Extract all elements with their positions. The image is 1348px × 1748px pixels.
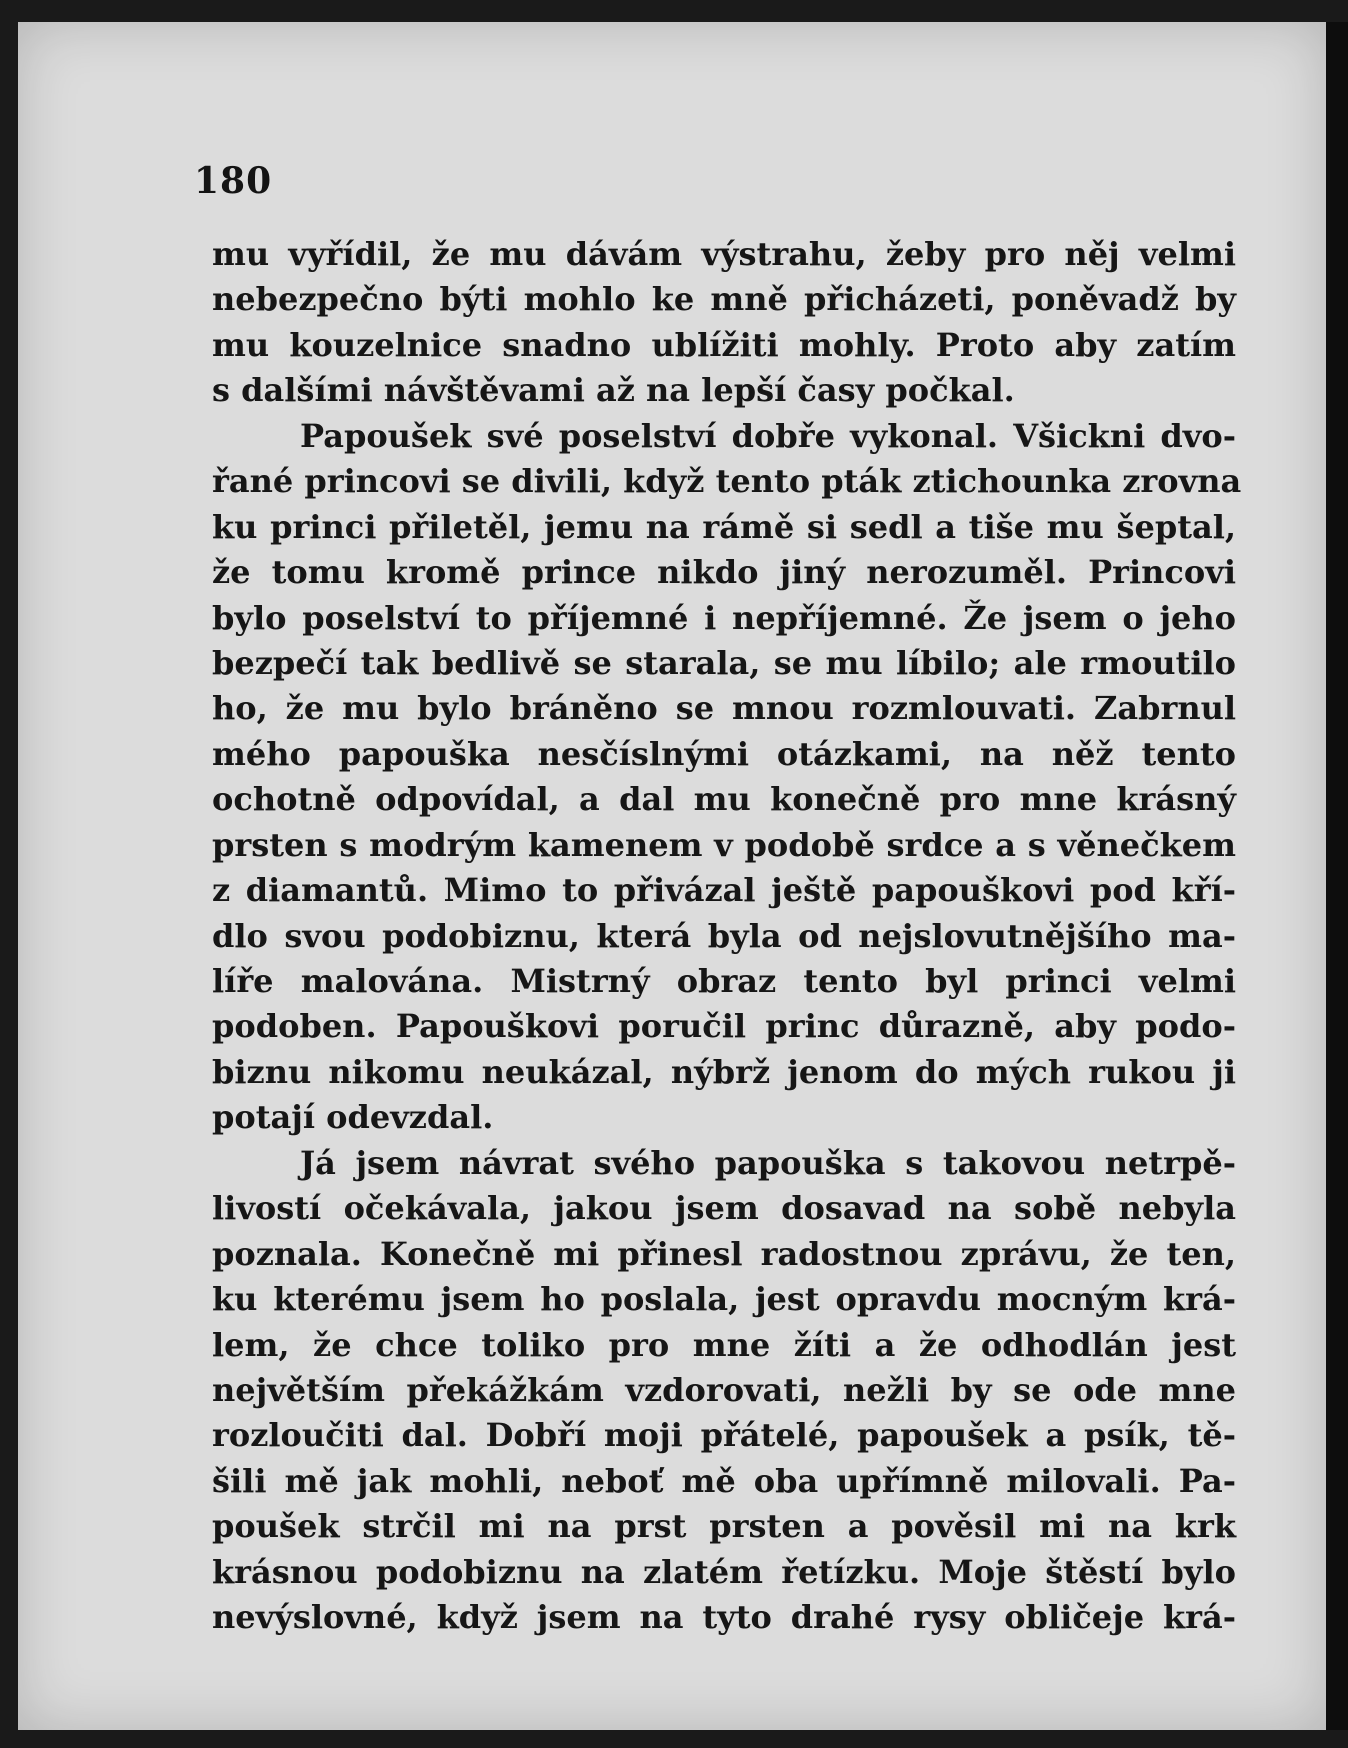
text-line: livostí očekávala, jakou jsem dosavad na sobě nebyla bbox=[212, 1189, 1236, 1228]
text-line: Papoušek své poselství dobře vykonal. Všickni dvo- bbox=[300, 416, 1236, 455]
text-line: dlo svou podobiznu, která byla od nejslovutnějšího ma- bbox=[212, 916, 1236, 955]
text-line: Já jsem návrat svého papouška s takovou netrpě- bbox=[300, 1143, 1236, 1182]
text-line: ku kterému jsem ho poslala, jest opravdu mocným krá- bbox=[212, 1280, 1236, 1319]
text-line: krásnou podobiznu na zlatém řetízku. Moje štěstí bylo bbox=[212, 1552, 1236, 1591]
text-line: poznala. Konečně mi přinesl radostnou zprávu, že ten, bbox=[212, 1234, 1236, 1273]
text-line: mu kouzelnice snadno ublížiti mohly. Proto aby zatím bbox=[212, 325, 1236, 364]
text-line: rozloučiti dal. Dobří moji přátelé, papoušek a psík, tě- bbox=[212, 1416, 1236, 1455]
page-number: 180 bbox=[194, 160, 273, 202]
text-line: z diamantů. Mimo to přivázal ještě papouškovi pod kří- bbox=[212, 871, 1236, 910]
text-line: prsten s modrým kamenem v podobě srdce a s věnečkem bbox=[212, 825, 1236, 864]
text-line: bylo poselství to příjemné i nepříjemné. Že jsem o jeho bbox=[212, 598, 1236, 637]
text-line: šili mě jak mohli, neboť mě oba upřímně milovali. Pa- bbox=[212, 1461, 1236, 1500]
text-line: líře malována. Mistrný obraz tento byl princi velmi bbox=[212, 962, 1236, 1000]
text-line: že tomu kromě prince nikdo jiný nerozuměl. Princovi bbox=[212, 553, 1236, 592]
text-line: mého papouška nesčíslnými otázkami, na něž tento bbox=[212, 734, 1236, 773]
body-text bbox=[212, 232, 1242, 1641]
text-line: podoben. Papouškovi poručil princ důrazně, aby podo- bbox=[212, 1007, 1236, 1046]
text-line: s dalšími návštěvami až na lepší časy počkal. bbox=[212, 371, 1015, 410]
text-line: ku princi přiletěl, jemu na rámě si sedl a tiše mu šeptal, bbox=[212, 507, 1236, 546]
text-line: největším překážkám vzdorovati, nežli by se ode mne bbox=[212, 1370, 1236, 1409]
page-edge-shadow bbox=[1326, 22, 1348, 1730]
text-line: mu vyřídil, že mu dávám výstrahu, žeby pro něj velmi bbox=[212, 235, 1236, 273]
text-line: biznu nikomu neukázal, nýbrž jenom do mých rukou ji bbox=[212, 1052, 1236, 1091]
text-line: poušek strčil mi na prst prsten a pověsil mi na krk bbox=[212, 1507, 1236, 1546]
text-line: ho, že mu bylo bráněno se mnou rozmlouvati. Zabrnul bbox=[212, 689, 1236, 728]
text-line: potají odevzdal. bbox=[212, 1098, 494, 1137]
text-line: nevýslovné, když jsem na tyto drahé rysy obličeje krá- bbox=[212, 1598, 1236, 1637]
text-line: bezpečí tak bedlivě se starala, se mu líbilo; ale rmoutilo bbox=[212, 643, 1236, 682]
text-line: ochotně odpovídal, a dal mu konečně pro mne krásný bbox=[212, 780, 1236, 819]
text-line: řané princovi se divili, když tento pták ztichounka zrovna bbox=[212, 462, 1242, 501]
text-line: nebezpečno býti mohlo ke mně přicházeti, poněvadž by bbox=[212, 280, 1236, 319]
text-line: lem, že chce toliko pro mne žíti a že odhodlán jest bbox=[212, 1325, 1236, 1364]
